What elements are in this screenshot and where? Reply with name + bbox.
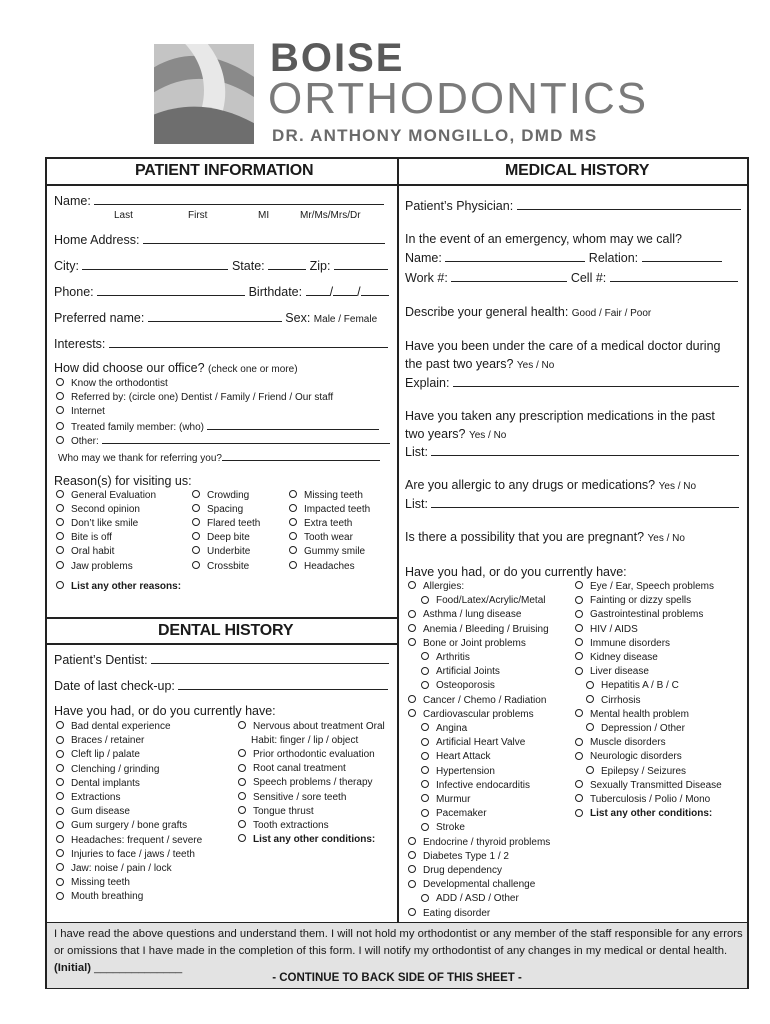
checkbox-circle-icon xyxy=(575,794,583,802)
medical-developmental-challenge[interactable]: Developmental challenge xyxy=(408,879,535,890)
checkbox-circle-icon xyxy=(238,820,246,828)
physician-label: Patient’s Physician: xyxy=(405,199,514,213)
medical-fainting-or-dizzy-spells[interactable]: Fainting or dizzy spells xyxy=(575,595,691,606)
last-checkup-label: Date of last check-up: xyxy=(54,679,175,693)
checkbox-circle-icon xyxy=(421,738,429,746)
medical-hepatitis-a-b-c[interactable]: Hepatitis A / B / C xyxy=(586,680,679,691)
medical-hypertension[interactable]: Hypertension xyxy=(421,766,495,777)
dental-root-canal-treatment[interactable]: Root canal treatment xyxy=(238,763,346,774)
checkbox-circle-icon xyxy=(586,766,594,774)
medical-allergies[interactable]: Allergies: xyxy=(408,581,464,592)
checkbox-circle-icon xyxy=(56,736,64,744)
name-label: Name: xyxy=(54,194,91,208)
phone-birthdate-field[interactable] xyxy=(54,284,389,299)
checkbox-circle-icon xyxy=(575,638,583,646)
checkbox-circle-icon xyxy=(575,752,583,760)
checkbox-circle-icon xyxy=(56,849,64,857)
preferred-name-sex-field[interactable] xyxy=(54,310,377,325)
patient-info-title: PATIENT INFORMATION xyxy=(135,162,314,179)
option-referred-by[interactable]: Referred by: (circle one) Dentist / Family / Friend / Our staff xyxy=(56,392,333,403)
medical-diabetes-type-1-2[interactable]: Diabetes Type 1 / 2 xyxy=(408,851,509,862)
dental-headaches-frequent-severe[interactable]: Headaches: frequent / severe xyxy=(56,835,202,846)
reason-missing-teeth[interactable]: Missing teeth xyxy=(289,490,363,501)
brand-name: BOISE xyxy=(270,36,405,80)
emergency-work-cell-field[interactable]: Work #: Cell #: xyxy=(405,270,738,285)
dental-have-had-title: Have you had, or do you currently have: xyxy=(54,704,276,718)
home-address-label: Home Address: xyxy=(54,233,140,247)
dental-sensitive-sore-teeth[interactable]: Sensitive / sore teeth xyxy=(238,792,346,803)
checkbox-circle-icon xyxy=(56,892,64,900)
name-sub-first: First xyxy=(188,210,208,221)
reason-other-list[interactable]: List any other reasons: xyxy=(56,581,181,592)
initial-label: (Initial) xyxy=(54,962,92,974)
last-checkup-field[interactable] xyxy=(54,678,388,693)
column-divider xyxy=(397,157,399,922)
dental-injuries-to-face-jaws-teeth[interactable]: Injuries to face / jaws / teeth xyxy=(56,849,195,860)
dental-extractions[interactable]: Extractions xyxy=(56,792,120,803)
checkbox-circle-icon xyxy=(575,652,583,660)
checkbox-circle-icon xyxy=(408,709,416,717)
checkbox-circle-icon xyxy=(586,723,594,731)
reason-deep-bite[interactable]: Deep bite xyxy=(192,532,250,543)
birthdate-sep-1: / xyxy=(329,285,334,299)
medical-add-asd-other[interactable]: ADD / ASD / Other xyxy=(421,893,519,904)
checkbox-circle-icon xyxy=(238,792,246,800)
option-know-orthodontist[interactable]: Know the orthodontist xyxy=(56,378,168,389)
medical-cardiovascular-problems[interactable]: Cardiovascular problems xyxy=(408,709,534,720)
reason-headaches[interactable]: Headaches xyxy=(289,561,355,572)
pregnant-question[interactable]: Is there a possibility that you are pregnant? Yes / No xyxy=(405,530,685,544)
medical-doctor-question-2[interactable]: the past two years? Yes / No xyxy=(405,357,555,371)
medical-asthma-lung-disease[interactable]: Asthma / lung disease xyxy=(408,609,521,620)
dental-history-title: DENTAL HISTORY xyxy=(158,622,294,639)
reason-tooth-wear[interactable]: Tooth wear xyxy=(289,532,353,543)
checkbox-circle-icon xyxy=(408,610,416,618)
choose-office-question: How did choose our office? (check one or more) xyxy=(54,361,298,375)
medical-drug-dependency[interactable]: Drug dependency xyxy=(408,865,502,876)
medical-artificial-joints[interactable]: Artificial Joints xyxy=(421,666,500,677)
reason-second-opinion[interactable]: Second opinion xyxy=(56,504,140,515)
medical-doctor-question-1: Have you been under the care of a medical doctor during xyxy=(405,339,721,353)
name-sub-title: Mr/Ms/Mrs/Dr xyxy=(300,210,361,221)
name-sub-last: Last xyxy=(114,210,133,221)
name-sub-mi: MI xyxy=(258,210,270,221)
checkbox-circle-icon xyxy=(56,750,64,758)
dental-nervous-about-treatment[interactable]: Nervous about treatment Oral xyxy=(238,721,385,732)
reason-bite-off[interactable]: Bite is off xyxy=(56,532,112,543)
dental-gum-disease[interactable]: Gum disease xyxy=(56,806,130,817)
reason-general-evaluation[interactable]: General Evaluation xyxy=(56,490,156,501)
option-internet[interactable]: Internet xyxy=(56,406,105,417)
medical-mental-health-problem[interactable]: Mental health problem xyxy=(575,709,689,720)
dental-other-conditions[interactable]: List any other conditions: xyxy=(238,834,375,845)
emergency-question: In the event of an emergency, whom may we call? xyxy=(405,232,682,246)
checkbox-circle-icon xyxy=(575,624,583,632)
checkbox-circle-icon xyxy=(421,894,429,902)
medical-neurologic-disorders[interactable]: Neurologic disorders xyxy=(575,751,682,762)
checkbox-circle-icon xyxy=(408,581,416,589)
medical-angina[interactable]: Angina xyxy=(421,723,467,734)
dental-section-divider xyxy=(45,617,398,619)
checkbox-circle-icon xyxy=(408,837,416,845)
acknowledgement-statement: I have read the above questions and understand them. I will not hold my orthodontist or any member of the staff responsible for any errors or omissions that I have made in the completion of this form. I will notify my orthodontist of any changes in my medical or dental health. (Initial) ______________ xyxy=(54,928,743,974)
checkbox-circle-icon xyxy=(421,794,429,802)
medical-infective-endocarditis[interactable]: Infective endocarditis xyxy=(421,780,530,791)
dental-mouth-breathing[interactable]: Mouth breathing xyxy=(56,891,143,902)
prescription-question-2[interactable]: two years? Yes / No xyxy=(405,427,507,441)
state-label: State: xyxy=(231,259,265,273)
checkbox-circle-icon xyxy=(586,695,594,703)
medical-artificial-heart-valve[interactable]: Artificial Heart Valve xyxy=(421,737,525,748)
reason-jaw-problems[interactable]: Jaw problems xyxy=(56,561,133,572)
acknowledgement-box xyxy=(47,922,747,988)
checkbox-circle-icon xyxy=(408,695,416,703)
checkbox-circle-icon xyxy=(575,709,583,717)
checkbox-circle-icon xyxy=(238,764,246,772)
dental-cleft-lip-palate[interactable]: Cleft lip / palate xyxy=(56,749,140,760)
zip-label: Zip: xyxy=(309,259,331,273)
preferred-name-label: Preferred name: xyxy=(54,311,145,325)
checkbox-circle-icon xyxy=(421,723,429,731)
reason-gummy-smile[interactable]: Gummy smile xyxy=(289,546,365,557)
medical-hiv-aids[interactable]: HIV / AIDS xyxy=(575,624,638,635)
medical-eye-ear-speech-problems[interactable]: Eye / Ear, Speech problems xyxy=(575,581,714,592)
checkbox-circle-icon xyxy=(56,821,64,829)
checkbox-circle-icon xyxy=(575,809,583,817)
medical-cancer-chemo-radiation[interactable]: Cancer / Chemo / Radiation xyxy=(408,695,546,706)
dental-gum-surgery-bone-grafts[interactable]: Gum surgery / bone grafts xyxy=(56,820,187,831)
dental-clenching-grinding[interactable]: Clenching / grinding xyxy=(56,764,159,775)
checkbox-circle-icon xyxy=(586,681,594,689)
medical-pacemaker[interactable]: Pacemaker xyxy=(421,808,487,819)
checkbox-circle-icon xyxy=(56,863,64,871)
name-field[interactable] xyxy=(54,193,384,208)
medical-murmur[interactable]: Murmur xyxy=(421,794,470,805)
medical-liver-disease[interactable]: Liver disease xyxy=(575,666,649,677)
medical-tuberculosis-polio-mono[interactable]: Tuberculosis / Polio / Mono xyxy=(575,794,710,805)
reason-impacted-teeth[interactable]: Impacted teeth xyxy=(289,504,370,515)
phone-label: Phone: xyxy=(54,285,94,299)
checkbox-circle-icon xyxy=(575,610,583,618)
medical-history-title: MEDICAL HISTORY xyxy=(505,162,650,179)
dental-dental-implants[interactable]: Dental implants xyxy=(56,778,140,789)
medical-epilepsy-seizures[interactable]: Epilepsy / Seizures xyxy=(586,766,686,777)
continue-notice: - CONTINUE TO BACK SIDE OF THIS SHEET - xyxy=(272,972,522,984)
brand-subtitle: ORTHODONTICS xyxy=(268,74,649,123)
dental-prior-orthodontic-evaluation[interactable]: Prior orthodontic evaluation xyxy=(238,749,375,760)
medical-kidney-disease[interactable]: Kidney disease xyxy=(575,652,658,663)
checkbox-circle-icon xyxy=(421,681,429,689)
dental-oral-habit-detail: Habit: finger / lip / object xyxy=(251,735,359,746)
checkbox-circle-icon xyxy=(575,596,583,604)
checkbox-circle-icon xyxy=(56,878,64,886)
checkbox-circle-icon xyxy=(56,764,64,772)
checkbox-circle-icon xyxy=(238,749,246,757)
dental-speech-problems-therapy[interactable]: Speech problems / therapy xyxy=(238,777,373,788)
practice-logo-icon xyxy=(154,44,254,144)
checkbox-circle-icon xyxy=(421,652,429,660)
dental-tongue-thrust[interactable]: Tongue thrust xyxy=(238,806,314,817)
dental-bad-dental-experience[interactable]: Bad dental experience xyxy=(56,721,171,732)
medical-cirrhosis[interactable]: Cirrhosis xyxy=(586,695,640,706)
reason-crossbite[interactable]: Crossbite xyxy=(192,561,249,572)
birthdate-sep-2: / xyxy=(357,285,361,299)
reasons-title: Reason(s) for visiting us: xyxy=(54,474,192,488)
allergic-question[interactable]: Are you allergic to any drugs or medications? Yes / No xyxy=(405,478,697,492)
thank-referrer-field[interactable]: Who may we thank for referring you? xyxy=(58,451,380,464)
checkbox-circle-icon xyxy=(421,809,429,817)
initial-field[interactable]: ______________ xyxy=(94,962,183,974)
home-address-field[interactable] xyxy=(54,232,385,247)
city-label: City: xyxy=(54,259,79,273)
medical-osteoporosis[interactable]: Osteoporosis xyxy=(421,680,495,691)
medical-have-had-title: Have you had, or do you currently have: xyxy=(405,565,627,579)
medical-endocrine-thyroid-problems[interactable]: Endocrine / thyroid problems xyxy=(408,837,550,848)
checkbox-circle-icon xyxy=(421,596,429,604)
dentist-label: Patient’s Dentist: xyxy=(54,653,148,667)
checkbox-circle-icon xyxy=(238,806,246,814)
option-other[interactable]: Other: xyxy=(56,434,390,447)
checkbox-circle-icon xyxy=(56,807,64,815)
dentist-field[interactable] xyxy=(54,652,389,667)
medical-food-latex-acrylic-metal[interactable]: Food/Latex/Acrylic/Metal xyxy=(421,595,546,606)
medical-eating-disorder[interactable]: Eating disorder xyxy=(408,908,490,919)
checkbox-circle-icon xyxy=(408,908,416,916)
dental-jaw-noise-pain-lock[interactable]: Jaw: noise / pain / lock xyxy=(56,863,172,874)
medical-stroke[interactable]: Stroke xyxy=(421,822,465,833)
checkbox-circle-icon xyxy=(575,738,583,746)
medical-sexually-transmitted-disease[interactable]: Sexually Transmitted Disease xyxy=(575,780,722,791)
reason-spacing[interactable]: Spacing xyxy=(192,504,243,515)
checkbox-circle-icon xyxy=(421,823,429,831)
checkbox-circle-icon xyxy=(56,792,64,800)
dental-tooth-extractions[interactable]: Tooth extractions xyxy=(238,820,329,831)
checkbox-circle-icon xyxy=(56,721,64,729)
checkbox-circle-icon xyxy=(408,624,416,632)
checkbox-circle-icon xyxy=(421,766,429,774)
dental-missing-teeth[interactable]: Missing teeth xyxy=(56,877,130,888)
reason-extra-teeth[interactable]: Extra teeth xyxy=(289,518,352,529)
reason-crowding[interactable]: Crowding xyxy=(192,490,249,501)
dental-header-divider xyxy=(45,643,398,645)
checkbox-circle-icon xyxy=(421,752,429,760)
checkbox-circle-icon xyxy=(56,835,64,843)
sex-label: Sex: xyxy=(285,311,311,325)
medical-heart-attack[interactable]: Heart Attack xyxy=(421,751,490,762)
explain-field[interactable]: Explain: xyxy=(405,375,739,390)
medical-immune-disorders[interactable]: Immune disorders xyxy=(575,638,670,649)
checkbox-circle-icon xyxy=(421,780,429,788)
emergency-name-relation-field[interactable]: Name: Relation: xyxy=(405,250,722,265)
checkbox-circle-icon xyxy=(421,667,429,675)
checkbox-circle-icon xyxy=(408,880,416,888)
checkbox-circle-icon xyxy=(238,778,246,786)
option-treated-family[interactable]: Treated family member: (who) xyxy=(56,420,379,433)
city-state-zip-field[interactable] xyxy=(54,258,388,273)
reason-flared-teeth[interactable]: Flared teeth xyxy=(192,518,260,529)
checkbox-circle-icon xyxy=(408,851,416,859)
medical-anemia-bleeding-bruising[interactable]: Anemia / Bleeding / Bruising xyxy=(408,624,549,635)
checkbox-circle-icon xyxy=(408,865,416,873)
doctor-name: DR. ANTHONY MONGILLO, DMD MS xyxy=(272,126,598,145)
prescription-question-1: Have you taken any prescription medications in the past xyxy=(405,409,715,423)
reason-dont-like-smile[interactable]: Don’t like smile xyxy=(56,518,138,529)
checkbox-circle-icon xyxy=(408,638,416,646)
sex-options: Male / Female xyxy=(313,314,378,325)
medical-depression-other[interactable]: Depression / Other xyxy=(586,723,685,734)
section-header-divider xyxy=(45,184,749,186)
medical-gastrointestinal-problems[interactable]: Gastrointestinal problems xyxy=(575,609,703,620)
checkbox-circle-icon xyxy=(575,780,583,788)
medical-muscle-disorders[interactable]: Muscle disorders xyxy=(575,737,666,748)
medical-list-any-other-conditions[interactable]: List any other conditions: xyxy=(575,808,712,819)
dental-braces-retainer[interactable]: Braces / retainer xyxy=(56,735,144,746)
checkbox-circle-icon xyxy=(575,581,583,589)
checkbox-circle-icon xyxy=(575,667,583,675)
birthdate-label: Birthdate: xyxy=(248,285,303,299)
reason-oral-habit[interactable]: Oral habit xyxy=(56,546,114,557)
interests-field[interactable] xyxy=(54,336,388,351)
general-health-question[interactable]: Describe your general health: Good / Fair / Poor xyxy=(405,305,652,319)
checkbox-circle-icon xyxy=(56,778,64,786)
allergic-list-field[interactable]: List: xyxy=(405,496,739,511)
physician-field[interactable] xyxy=(405,198,741,213)
reason-underbite[interactable]: Underbite xyxy=(192,546,250,557)
medical-arthritis[interactable]: Arthritis xyxy=(421,652,470,663)
interests-label: Interests: xyxy=(54,337,106,351)
prescription-list-field[interactable]: List: xyxy=(405,444,739,459)
medical-bone-or-joint-problems[interactable]: Bone or Joint problems xyxy=(408,638,526,649)
